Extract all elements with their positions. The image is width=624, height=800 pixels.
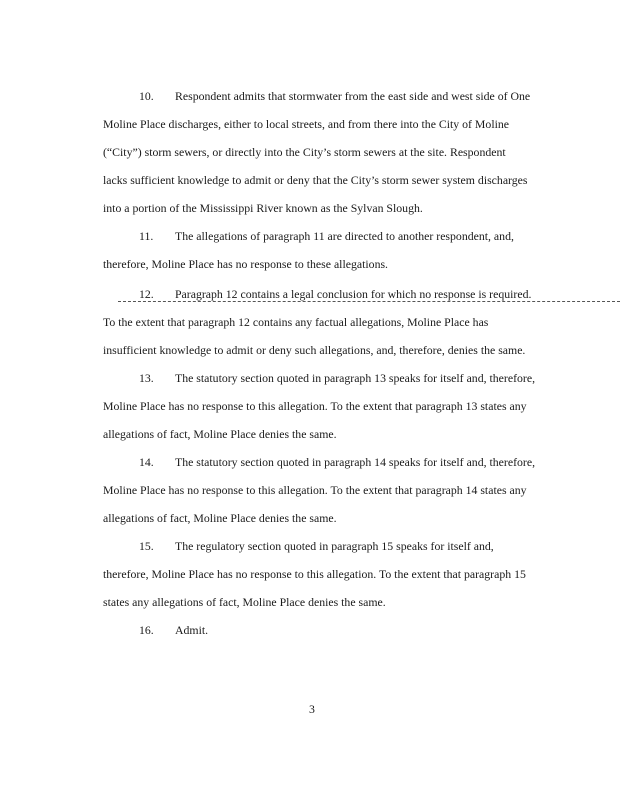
paragraph-13 (103, 364, 545, 448)
paragraph-line: To the extent that paragraph 12 contains any factual allegations, Moline Place has (103, 315, 489, 329)
paragraph-line: 16. Admit. (103, 616, 545, 644)
paragraph-line: allegations of fact, Moline Place denies the same. (103, 427, 337, 441)
paragraph-number: 10. (139, 89, 154, 103)
paragraph-line: therefore, Moline Place has no response to this allegation. To the extent that paragraph 15 (103, 567, 526, 581)
paragraph-line: (“City”) storm sewers, or directly into the City’s storm sewers at the site. Respondent (103, 145, 506, 159)
paragraph-14 (103, 448, 545, 532)
paragraph-line: 13. The statutory section quoted in paragraph 13 speaks for itself and, therefore, (103, 364, 545, 392)
paragraph-15 (103, 532, 545, 616)
paragraph-11 (103, 222, 545, 278)
paragraph-line: into a portion of the Mississippi River known as the Sylvan Slough. (103, 201, 423, 215)
paragraph-line: therefore, Moline Place has no response to these allegations. (103, 257, 389, 271)
paragraph-16 (103, 616, 545, 644)
paragraph-number: 16. (139, 623, 154, 637)
paragraph-12 (103, 280, 545, 364)
paragraph-line: 12. Paragraph 12 contains a legal conclusion for which no response is required. (103, 280, 545, 308)
page-number: 3 (309, 702, 315, 716)
paragraph-number: 14. (139, 455, 154, 469)
paragraph-line: lacks sufficient knowledge to admit or deny that the City’s storm sewer system discharges (103, 173, 528, 187)
paragraph-number: 12. (139, 287, 154, 301)
paragraph-number: 11. (139, 229, 154, 243)
paragraph-line: 14. The statutory section quoted in paragraph 14 speaks for itself and, therefore, (103, 448, 545, 476)
paragraph-line: allegations of fact, Moline Place denies the same. (103, 511, 337, 525)
paragraph-line: 11. The allegations of paragraph 11 are directed to another respondent, and, (103, 222, 545, 250)
paragraph-number: 13. (139, 371, 154, 385)
paragraph-line: 10. Respondent admits that stormwater from the east side and west side of One (103, 82, 545, 110)
paragraph-line: states any allegations of fact, Moline Place denies the same. (103, 595, 386, 609)
paragraph-line: 15. The regulatory section quoted in paragraph 15 speaks for itself and, (103, 532, 545, 560)
paragraph-line: insufficient knowledge to admit or deny such allegations, and, therefore, denies the same. (103, 343, 526, 357)
paragraph-line: Moline Place has no response to this allegation. To the extent that paragraph 14 states any (103, 483, 527, 497)
paragraph-number: 15. (139, 539, 154, 553)
paragraph-10 (103, 82, 545, 222)
paragraph-line: Moline Place discharges, either to local streets, and from there into the City of Moline (103, 117, 510, 131)
paragraph-line: Moline Place has no response to this allegation. To the extent that paragraph 13 states any (103, 399, 527, 413)
